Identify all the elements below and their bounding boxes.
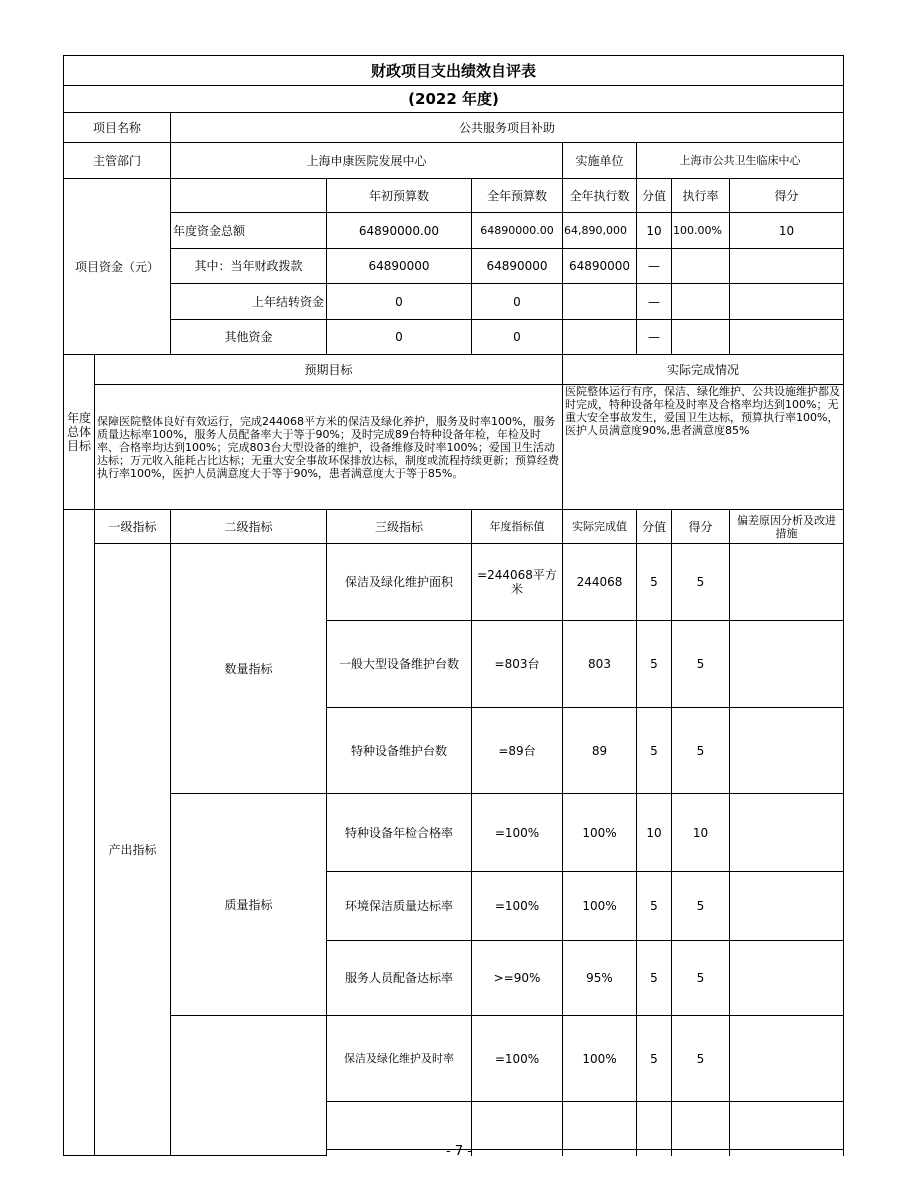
indicator-score-value: 5: [637, 1016, 672, 1102]
funds-header-annual: 全年预算数: [472, 179, 563, 213]
funds-row-score: [730, 320, 844, 355]
funds-header-rate: 执行率: [672, 179, 730, 213]
funds-row-rate: [672, 249, 730, 284]
goals-label-text: 年度总体目标: [66, 411, 91, 453]
level2-timeliness: [171, 1016, 327, 1156]
level3-name: [327, 1102, 472, 1150]
funds-header-executed: 全年执行数: [563, 179, 637, 213]
indicator-actual: 244068: [563, 544, 637, 621]
impl-unit-label: 实施单位: [563, 143, 637, 179]
funds-row-name: 年度资金总额: [171, 213, 327, 249]
funds-row-rate: 100.00%: [672, 213, 730, 249]
funds-row-executed: 64,890,000: [563, 213, 637, 249]
project-name-label: 项目名称: [64, 113, 171, 143]
funds-row-score-value: —: [637, 249, 672, 284]
indicator-actual: [563, 1102, 637, 1150]
indicator-score: 5: [672, 621, 730, 708]
indicator-target: >=90%: [472, 941, 563, 1016]
level3-name: 环境保洁质量达标率: [327, 872, 472, 941]
impl-unit-value: 上海市公共卫生临床中心: [637, 143, 844, 179]
indicator-note: [730, 1016, 844, 1102]
goals-label: [64, 355, 95, 510]
level2-quality: 质量指标: [171, 794, 327, 1016]
ind-header-level2: 二级指标: [171, 510, 327, 544]
indicator-score-value: [637, 1102, 672, 1150]
indicator-note: [730, 544, 844, 621]
funds-row-rate: [672, 284, 730, 320]
form-year: (2022 年度): [64, 86, 844, 113]
indicator-note: [730, 941, 844, 1016]
expected-goal-text: 保障医院整体良好有效运行，完成244068平方米的保洁及绿化养护，服务及时率100%，服务质量达标率100%，服务人员配备率大于等于90%；及时完成89台特种设备年检，年检及时率、合格率均达到100%；完成803台大型设备的维护，设备维修及时率100%；爱国卫生活动达标；万元收入能耗占比达标；无重大安全事故环保排放达标，制度或流程持续更新；预算经费执行率100%，医护人员满意度大于等于90%，患者满意度大于等于85%。: [95, 385, 563, 510]
level1-output: 产出指标: [95, 544, 171, 1156]
funds-row-initial: 0: [327, 320, 472, 355]
funds-row-annual: 0: [472, 320, 563, 355]
funds-row-score-value: 10: [637, 213, 672, 249]
funds-row-score: [730, 284, 844, 320]
level3-name: 保洁及绿化维护面积: [327, 544, 472, 621]
funds-row-executed: [563, 284, 637, 320]
indicator-actual: 100%: [563, 1016, 637, 1102]
indicator-score: 5: [672, 941, 730, 1016]
project-name-value: 公共服务项目补助: [171, 113, 844, 143]
funds-row-executed: [563, 320, 637, 355]
ind-header-level1: 一级指标: [95, 510, 171, 544]
level3-name: 特种设备年检合格率: [327, 794, 472, 872]
funds-header-initial: 年初预算数: [327, 179, 472, 213]
level3-name: 保洁及绿化维护及时率: [327, 1016, 472, 1102]
level3-name: 服务人员配备达标率: [327, 941, 472, 1016]
actual-result-label: 实际完成情况: [563, 355, 844, 385]
funds-row-score-value: —: [637, 320, 672, 355]
indicator-score-value: 5: [637, 621, 672, 708]
expected-goal-label: 预期目标: [95, 355, 563, 385]
funds-row-name: 上年结转资金: [171, 284, 327, 320]
funds-row-initial: 0: [327, 284, 472, 320]
indicator-target: =100%: [472, 1016, 563, 1102]
indicator-actual: 100%: [563, 794, 637, 872]
actual-result-text: 医院整体运行有序，保洁、绿化维护、公共设施维护都及时完成，特种设备年检及时率及合格率均达到100%；无重大安全事故发生，爱国卫生达标，预算执行率100%，医护人员满意度90%,患者满意度85%: [563, 385, 844, 510]
funds-row-score: 10: [730, 213, 844, 249]
level2-quantity: 数量指标: [171, 544, 327, 794]
indicator-score-value: 5: [637, 941, 672, 1016]
funds-row-annual: 0: [472, 284, 563, 320]
ind-header-note: 偏差原因分析及改进措施: [730, 510, 844, 544]
indicator-target: =100%: [472, 872, 563, 941]
funds-row-executed: 64890000: [563, 249, 637, 284]
indicator-score: 5: [672, 708, 730, 794]
ind-header-score-value: 分值: [637, 510, 672, 544]
level3-name: 特种设备维护台数: [327, 708, 472, 794]
ind-header-level3: 三级指标: [327, 510, 472, 544]
funds-header-score-value: 分值: [637, 179, 672, 213]
funds-row-score-value: —: [637, 284, 672, 320]
indicator-target: [472, 1102, 563, 1150]
funds-label: 项目资金（元）: [64, 179, 171, 355]
indicator-note: [730, 621, 844, 708]
indicator-score: [672, 1102, 730, 1150]
dept-label: 主管部门: [64, 143, 171, 179]
funds-row-initial: 64890000.00: [327, 213, 472, 249]
indicator-target: =803台: [472, 621, 563, 708]
ind-header-actual: 实际完成值: [563, 510, 637, 544]
funds-row-initial: 64890000: [327, 249, 472, 284]
funds-row-score: [730, 249, 844, 284]
funds-row-name: 其中：当年财政拨款: [171, 249, 327, 284]
funds-row-annual: 64890000.00: [472, 213, 563, 249]
indicator-note: [730, 794, 844, 872]
indicator-score-value: 5: [637, 708, 672, 794]
indicators-left-margin: [64, 510, 95, 1156]
dept-value: 上海申康医院发展中心: [171, 143, 563, 179]
level3-name: 一般大型设备维护台数: [327, 621, 472, 708]
indicator-score-value: 5: [637, 544, 672, 621]
performance-table: [63, 55, 844, 1156]
indicator-actual: 100%: [563, 872, 637, 941]
page-number: - 7 -: [446, 1144, 472, 1159]
funds-row-name: 其他资金: [171, 320, 327, 355]
indicator-actual: 803: [563, 621, 637, 708]
indicator-actual: 89: [563, 708, 637, 794]
funds-row-annual: 64890000: [472, 249, 563, 284]
indicator-target: =100%: [472, 794, 563, 872]
indicator-target: =89台: [472, 708, 563, 794]
indicator-score-value: 5: [637, 872, 672, 941]
funds-header-blank: [171, 179, 327, 213]
indicator-score: 5: [672, 544, 730, 621]
form-title: 财政项目支出绩效自评表: [64, 56, 844, 86]
indicator-note: [730, 1102, 844, 1150]
indicator-note: [730, 872, 844, 941]
ind-header-target: 年度指标值: [472, 510, 563, 544]
indicator-actual: 95%: [563, 941, 637, 1016]
indicator-score-value: 10: [637, 794, 672, 872]
indicator-score: 5: [672, 872, 730, 941]
ind-header-score: 得分: [672, 510, 730, 544]
indicator-target: =244068平方米: [472, 544, 563, 621]
indicator-note: [730, 708, 844, 794]
indicator-score: 10: [672, 794, 730, 872]
funds-row-rate: [672, 320, 730, 355]
funds-header-score: 得分: [730, 179, 844, 213]
indicator-score: 5: [672, 1016, 730, 1102]
